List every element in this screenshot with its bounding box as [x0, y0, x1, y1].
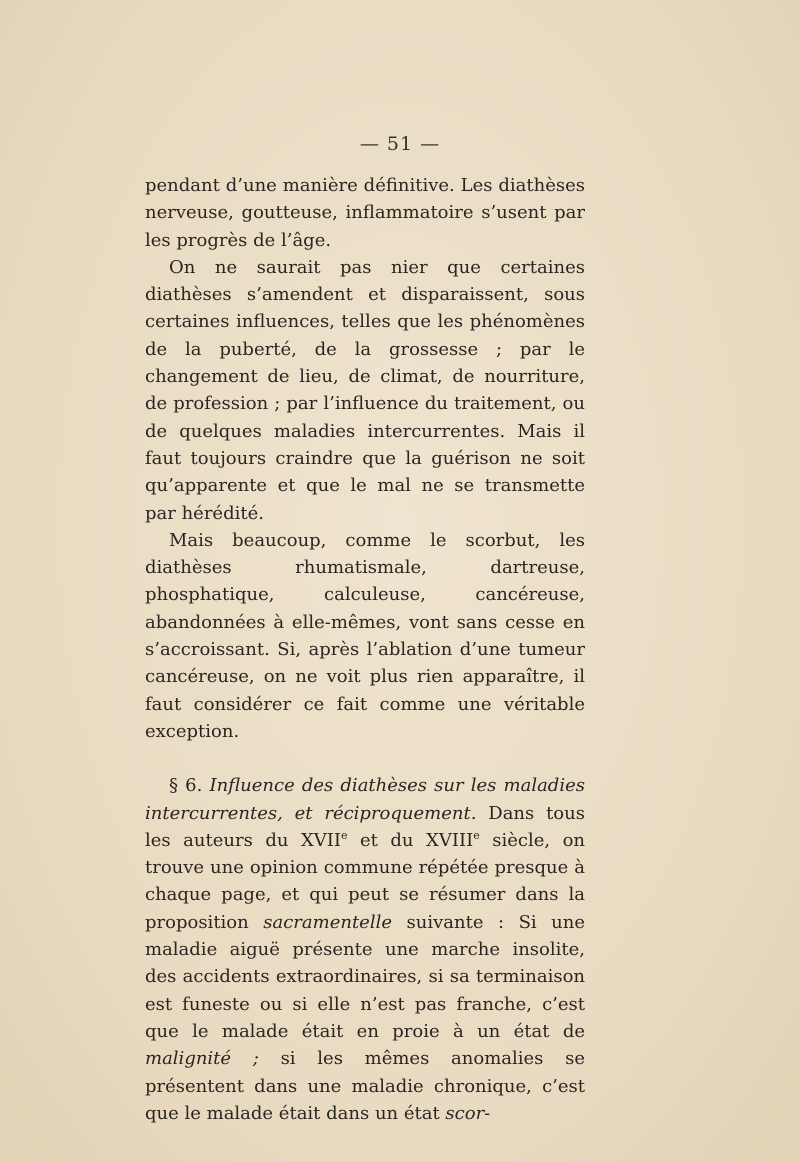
emphasis-scor: scor- [445, 1102, 491, 1124]
page-number: — 51 — [359, 133, 441, 155]
emphasis-malignite: malignité ; [145, 1048, 259, 1070]
section-6-paragraph [145, 772, 585, 1127]
paragraph-1: pendant d’une manière définitive. Les diathèses nerveuse, goutteuse, inflammatoire s’usent par les progrès de l’âge. [145, 175, 585, 251]
section-text-5: si les mêmes anomalies se présentent dans une maladie chronique, c’est que le malade était dans un état [145, 1048, 586, 1124]
section-text-2: et du XVIII [347, 829, 474, 851]
section-title: Influence des diathèses sur les maladies intercurrentes, et réciproquement. [145, 775, 585, 824]
paragraph-3: Mais beaucoup, comme le scorbut, les diathèses rhumatismale, dartreuse, phosphatique, calculeuse, cancéreuse, abandonnées à elle-mêmes, vont sans cesse en s’accroissant. Si, après l’ablation d’une tumeur cancéreuse, on ne voit plus rien apparaître, il faut considérer ce fait comme une véritable exception. [145, 529, 585, 742]
century-superscript-1: e [340, 828, 348, 842]
century-superscript-2: e [473, 828, 480, 842]
paragraph-2: On ne saurait pas nier que certaines diathèses s’amendent et disparaissent, sous certaines influences, telles que les phénomènes de la puberté, de la grossesse ; par le changement de lieu, de climat, de nourriture, de profession ; par l’influence du traitement, ou de quelques maladies intercurrentes. Mais il faut toujours craindre que la guérison ne soit qu’apparente et que le mal ne se transmette par hérédité. [145, 256, 585, 524]
section-gap [145, 745, 585, 772]
section-number: § 6. [169, 775, 203, 797]
body-text [145, 172, 585, 1127]
emphasis-sacramentelle: sacramentelle [263, 911, 393, 933]
section-text-3: siècle, on trouve une opinion commune répétée presque à chaque page, et qui peut se résumer dans la proposition [145, 829, 586, 933]
section-text-1: Dans tous les auteurs du XVII [145, 802, 585, 851]
section-text-4: suivante : Si une maladie aiguë présente une marche insolite, des accidents extraordinaires, si sa terminaison est funeste ou si elle n’est pas franche, c’est que le malade était en proie à un état de [145, 911, 585, 1042]
